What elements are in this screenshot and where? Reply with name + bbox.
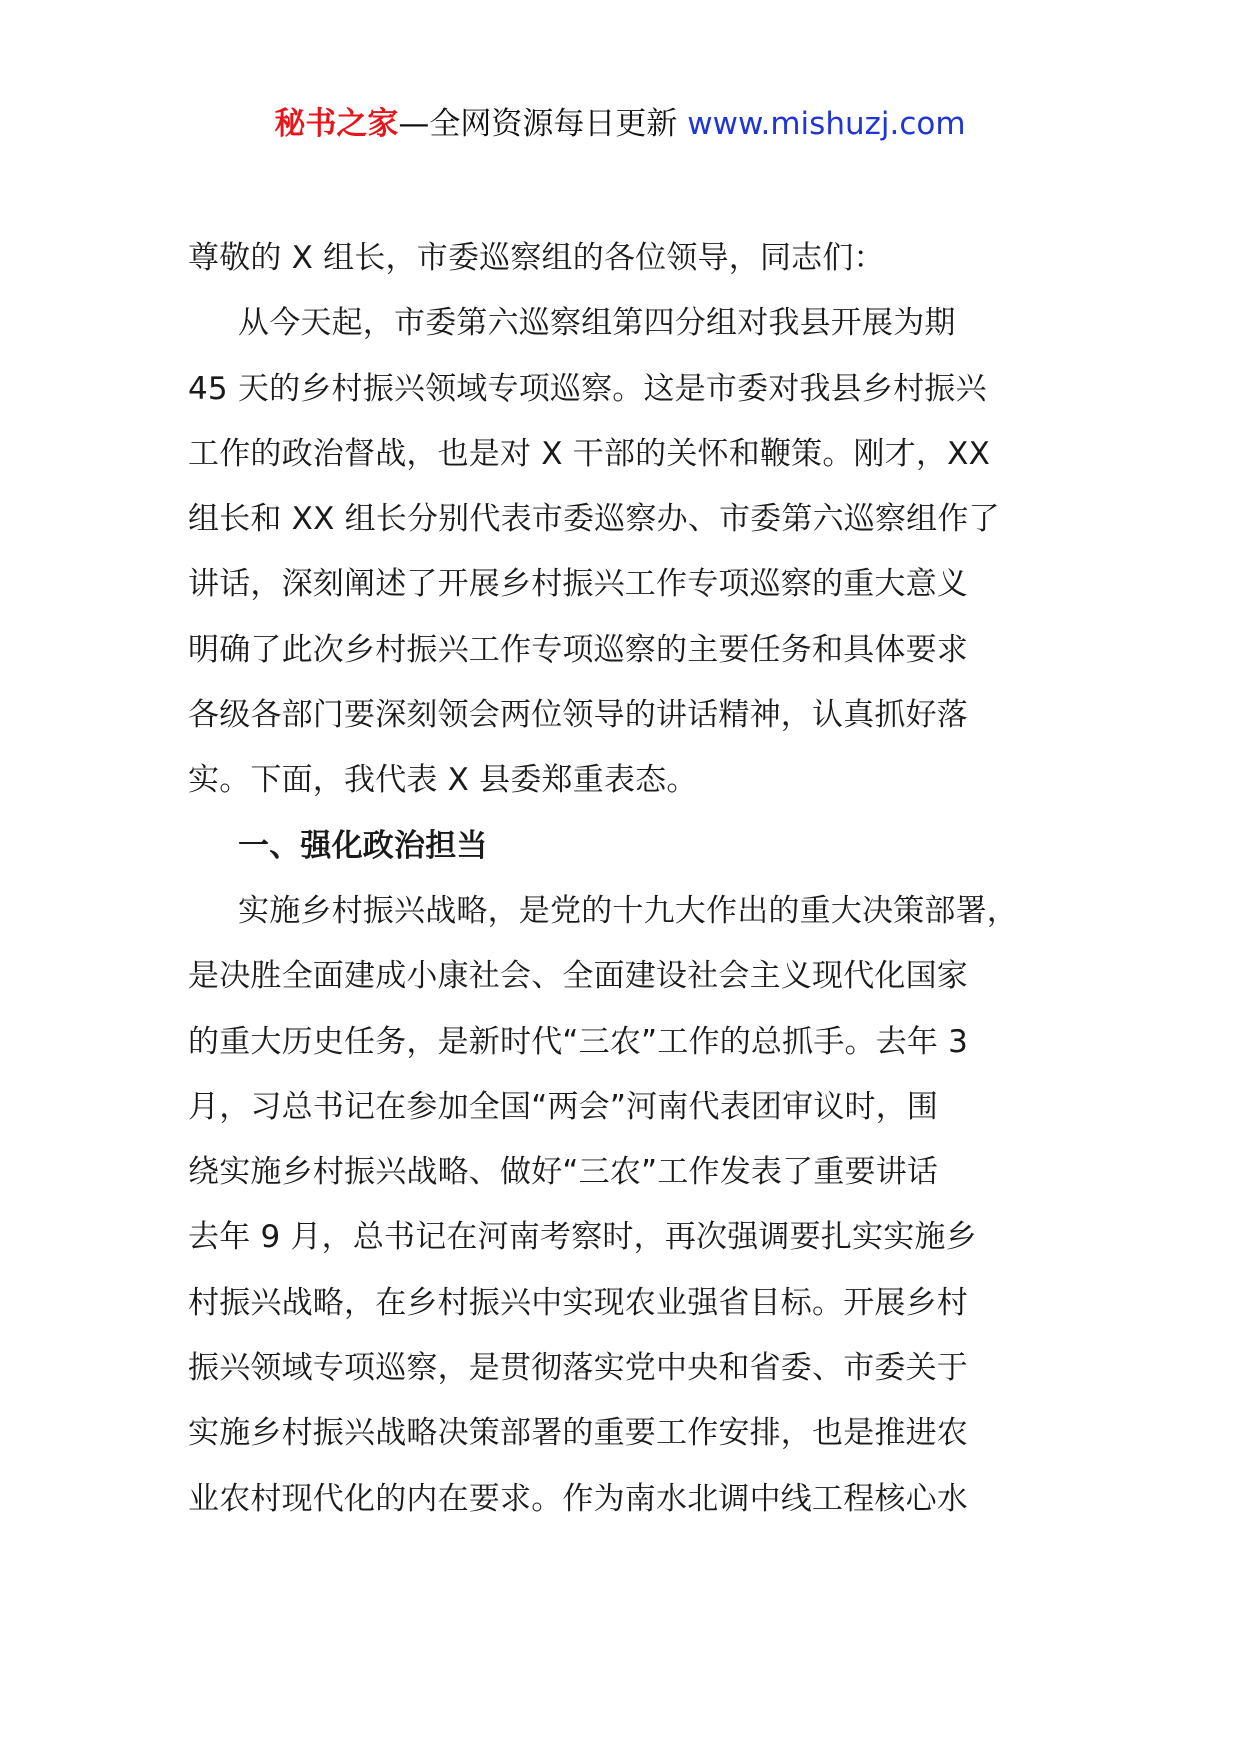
document-body [188, 226, 1098, 1532]
paragraph-line: 的重大历史任务，是新时代“三农”工作的总抓手。去年 3 [188, 1023, 969, 1060]
paragraph-line: 绕实施乡村振兴战略、做好“三农”工作发表了重要讲话 [188, 1154, 939, 1191]
paragraph-line: 组长和 XX 组长分别代表市委巡察办、市委第六巡察组作了 [188, 501, 1000, 538]
paragraph-line: 各级各部门要深刻领会两位领导的讲话精神，认真抓好落 [188, 697, 968, 734]
site-header [0, 100, 1240, 148]
site-url-link[interactable]: www.mishuzj.com [687, 106, 966, 142]
site-tagline: —全网资源每日更新 [398, 106, 688, 142]
paragraph-line: 去年 9 月，总书记在河南考察时，再次强调要扎实实施乡 [188, 1219, 977, 1256]
paragraph-line: 村振兴战略，在乡村振兴中实现农业强省目标。开展乡村 [188, 1284, 968, 1321]
paragraph-line: 工作的政治督战，也是对 X 干部的关怀和鞭策。刚才，XX [188, 435, 991, 472]
paragraph-line: 业农村现代化的内在要求。作为南水北调中线工程核心水 [188, 1480, 968, 1517]
salutation-line: 尊敬的 X 组长，市委巡察组的各位领导，同志们： [188, 240, 885, 276]
paragraph-line: 振兴领域专项巡察，是贯彻落实党中央和省委、市委关于 [188, 1350, 968, 1387]
paragraph-line: 讲话，深刻阐述了开展乡村振兴工作专项巡察的重大意义 [188, 566, 968, 603]
paragraph-line: 明确了此次乡村振兴工作专项巡察的主要任务和具体要求 [188, 631, 968, 668]
site-brand: 秘书之家 [274, 106, 399, 142]
paragraph-line: 45 天的乡村振兴领域专项巡察。这是市委对我县乡村振兴 [188, 370, 987, 407]
paragraph-line: 实施乡村振兴战略，是党的十九大作出的重大决策部署， [238, 892, 1018, 929]
section-heading: 一、强化政治担当 [238, 827, 488, 864]
paragraph-line: 从今天起，市委第六巡察组第四分组对我县开展为期 [238, 305, 956, 342]
paragraph-line: 是决胜全面建成小康社会、全面建设社会主义现代化国家 [188, 958, 968, 995]
paragraph-line: 实。下面，我代表 X 县委郑重表态。 [188, 762, 698, 799]
paragraph-line: 月，习总书记在参加全国“两会”河南代表团审议时，围 [188, 1088, 939, 1125]
paragraph-line: 实施乡村振兴战略决策部署的重要工作安排，也是推进农 [188, 1415, 968, 1452]
